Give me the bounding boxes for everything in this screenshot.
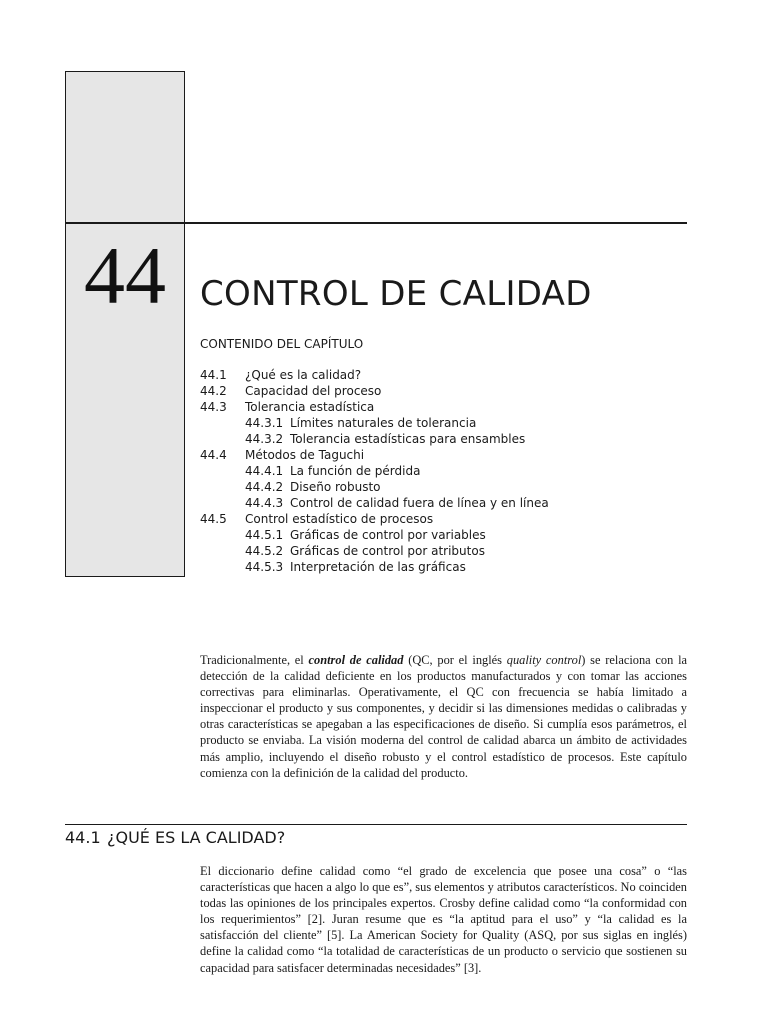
toc-item-title: ¿Qué es la calidad? bbox=[245, 368, 362, 382]
intro-english-term: quality control bbox=[506, 653, 582, 667]
section-rule bbox=[65, 824, 687, 825]
section-number: 44.1 bbox=[65, 828, 101, 847]
intro-emphasis-term: control de calidad bbox=[308, 653, 404, 667]
table-of-contents bbox=[200, 367, 680, 575]
toc-item-number: 44.2 bbox=[200, 384, 227, 398]
toc-subitem bbox=[200, 543, 680, 559]
toc-item-title: Tolerancia estadísticas para ensambles bbox=[290, 432, 526, 446]
toc-subitem bbox=[200, 431, 680, 447]
toc-item-number: 44.3.1 bbox=[245, 416, 284, 430]
toc-item-number: 44.5.1 bbox=[245, 528, 284, 542]
toc-item-number: 44.5.2 bbox=[245, 544, 284, 558]
toc-item bbox=[200, 511, 680, 527]
toc-item-title: Gráficas de control por atributos bbox=[290, 544, 485, 558]
toc-item-title: Diseño robusto bbox=[290, 480, 381, 494]
toc-item-title: Interpretación de las gráficas bbox=[290, 560, 466, 574]
toc-item bbox=[200, 383, 680, 399]
toc-item-title: Control de calidad fuera de línea y en línea bbox=[290, 496, 549, 510]
section-paragraph: El diccionario define calidad como “el grado de excelencia que posee una cosa” o “las características que hacen a algo lo que es”, sus elementos y atributos característicos. No coinciden todas las opiniones de los principales expertos. Crosby define calidad como “la conformidad con los requerimientos” [2]. Juran resume que es “la aptitud para el uso” y “la calidad es la satisfacción del cliente” [5]. La American Society for Quality (ASQ, por sus siglas en inglés) define la calidad como “la totalidad de características de un producto o servicio que sostienen su capacidad para satisfacer determinadas necesidades” [3]. bbox=[200, 864, 687, 975]
toc-subitem bbox=[200, 463, 680, 479]
toc-item-number: 44.5 bbox=[200, 512, 227, 526]
toc-subitem bbox=[200, 527, 680, 543]
contents-heading: CONTENIDO DEL CAPÍTULO bbox=[200, 337, 364, 351]
toc-item-number: 44.4.1 bbox=[245, 464, 284, 478]
toc-item-number: 44.5.3 bbox=[245, 560, 284, 574]
chapter-number: 44 bbox=[84, 230, 166, 321]
toc-item bbox=[200, 447, 680, 463]
toc-item-number: 44.3 bbox=[200, 400, 227, 414]
section-heading bbox=[65, 826, 285, 850]
toc-subitem bbox=[200, 495, 680, 511]
chapter-header-rule bbox=[65, 222, 687, 224]
toc-item-number: 44.1 bbox=[200, 368, 227, 382]
toc-item-number: 44.3.2 bbox=[245, 432, 284, 446]
intro-paragraph bbox=[200, 652, 687, 781]
toc-item-title: Tolerancia estadística bbox=[245, 400, 375, 414]
toc-item-number: 44.4.3 bbox=[245, 496, 284, 510]
toc-item-number: 44.4.2 bbox=[245, 480, 284, 494]
toc-subitem bbox=[200, 479, 680, 495]
section-title: ¿QUÉ ES LA CALIDAD? bbox=[107, 828, 286, 847]
chapter-title: CONTROL DE CALIDAD bbox=[200, 274, 592, 314]
toc-item-number: 44.4 bbox=[200, 448, 227, 462]
toc-item-title: Métodos de Taguchi bbox=[245, 448, 365, 462]
toc-item bbox=[200, 367, 680, 383]
toc-item-title: Gráficas de control por variables bbox=[290, 528, 486, 542]
intro-text: ) se relaciona con la detección de la calidad deficiente en los productos manufacturados y con tomar las acciones correctivas para eliminarlas. Operativamente, el QC con frecuencia se había limitado a inspeccionar el producto y sus componentes, y decidir si las dimensiones medidas o calibradas y otras características se apegaban a las especificaciones de diseño. Si cumplía esos parámetros, el producto se enviaba. La visión moderna del control de calidad abarca un ámbito de actividades más amplio, incluyendo el diseño robusto y el control estadístico de procesos. Este capítulo comienza con la definición de la calidad del producto. bbox=[200, 653, 688, 780]
toc-subitem bbox=[200, 415, 680, 431]
intro-text: (QC, por el inglés bbox=[403, 653, 507, 667]
toc-item-title: Límites naturales de tolerancia bbox=[290, 416, 477, 430]
toc-subitem bbox=[200, 559, 680, 575]
toc-item-title: Control estadístico de procesos bbox=[245, 512, 434, 526]
toc-item bbox=[200, 399, 680, 415]
toc-item-title: La función de pérdida bbox=[290, 464, 421, 478]
toc-item-title: Capacidad del proceso bbox=[245, 384, 382, 398]
intro-text: Tradicionalmente, el bbox=[200, 653, 309, 667]
